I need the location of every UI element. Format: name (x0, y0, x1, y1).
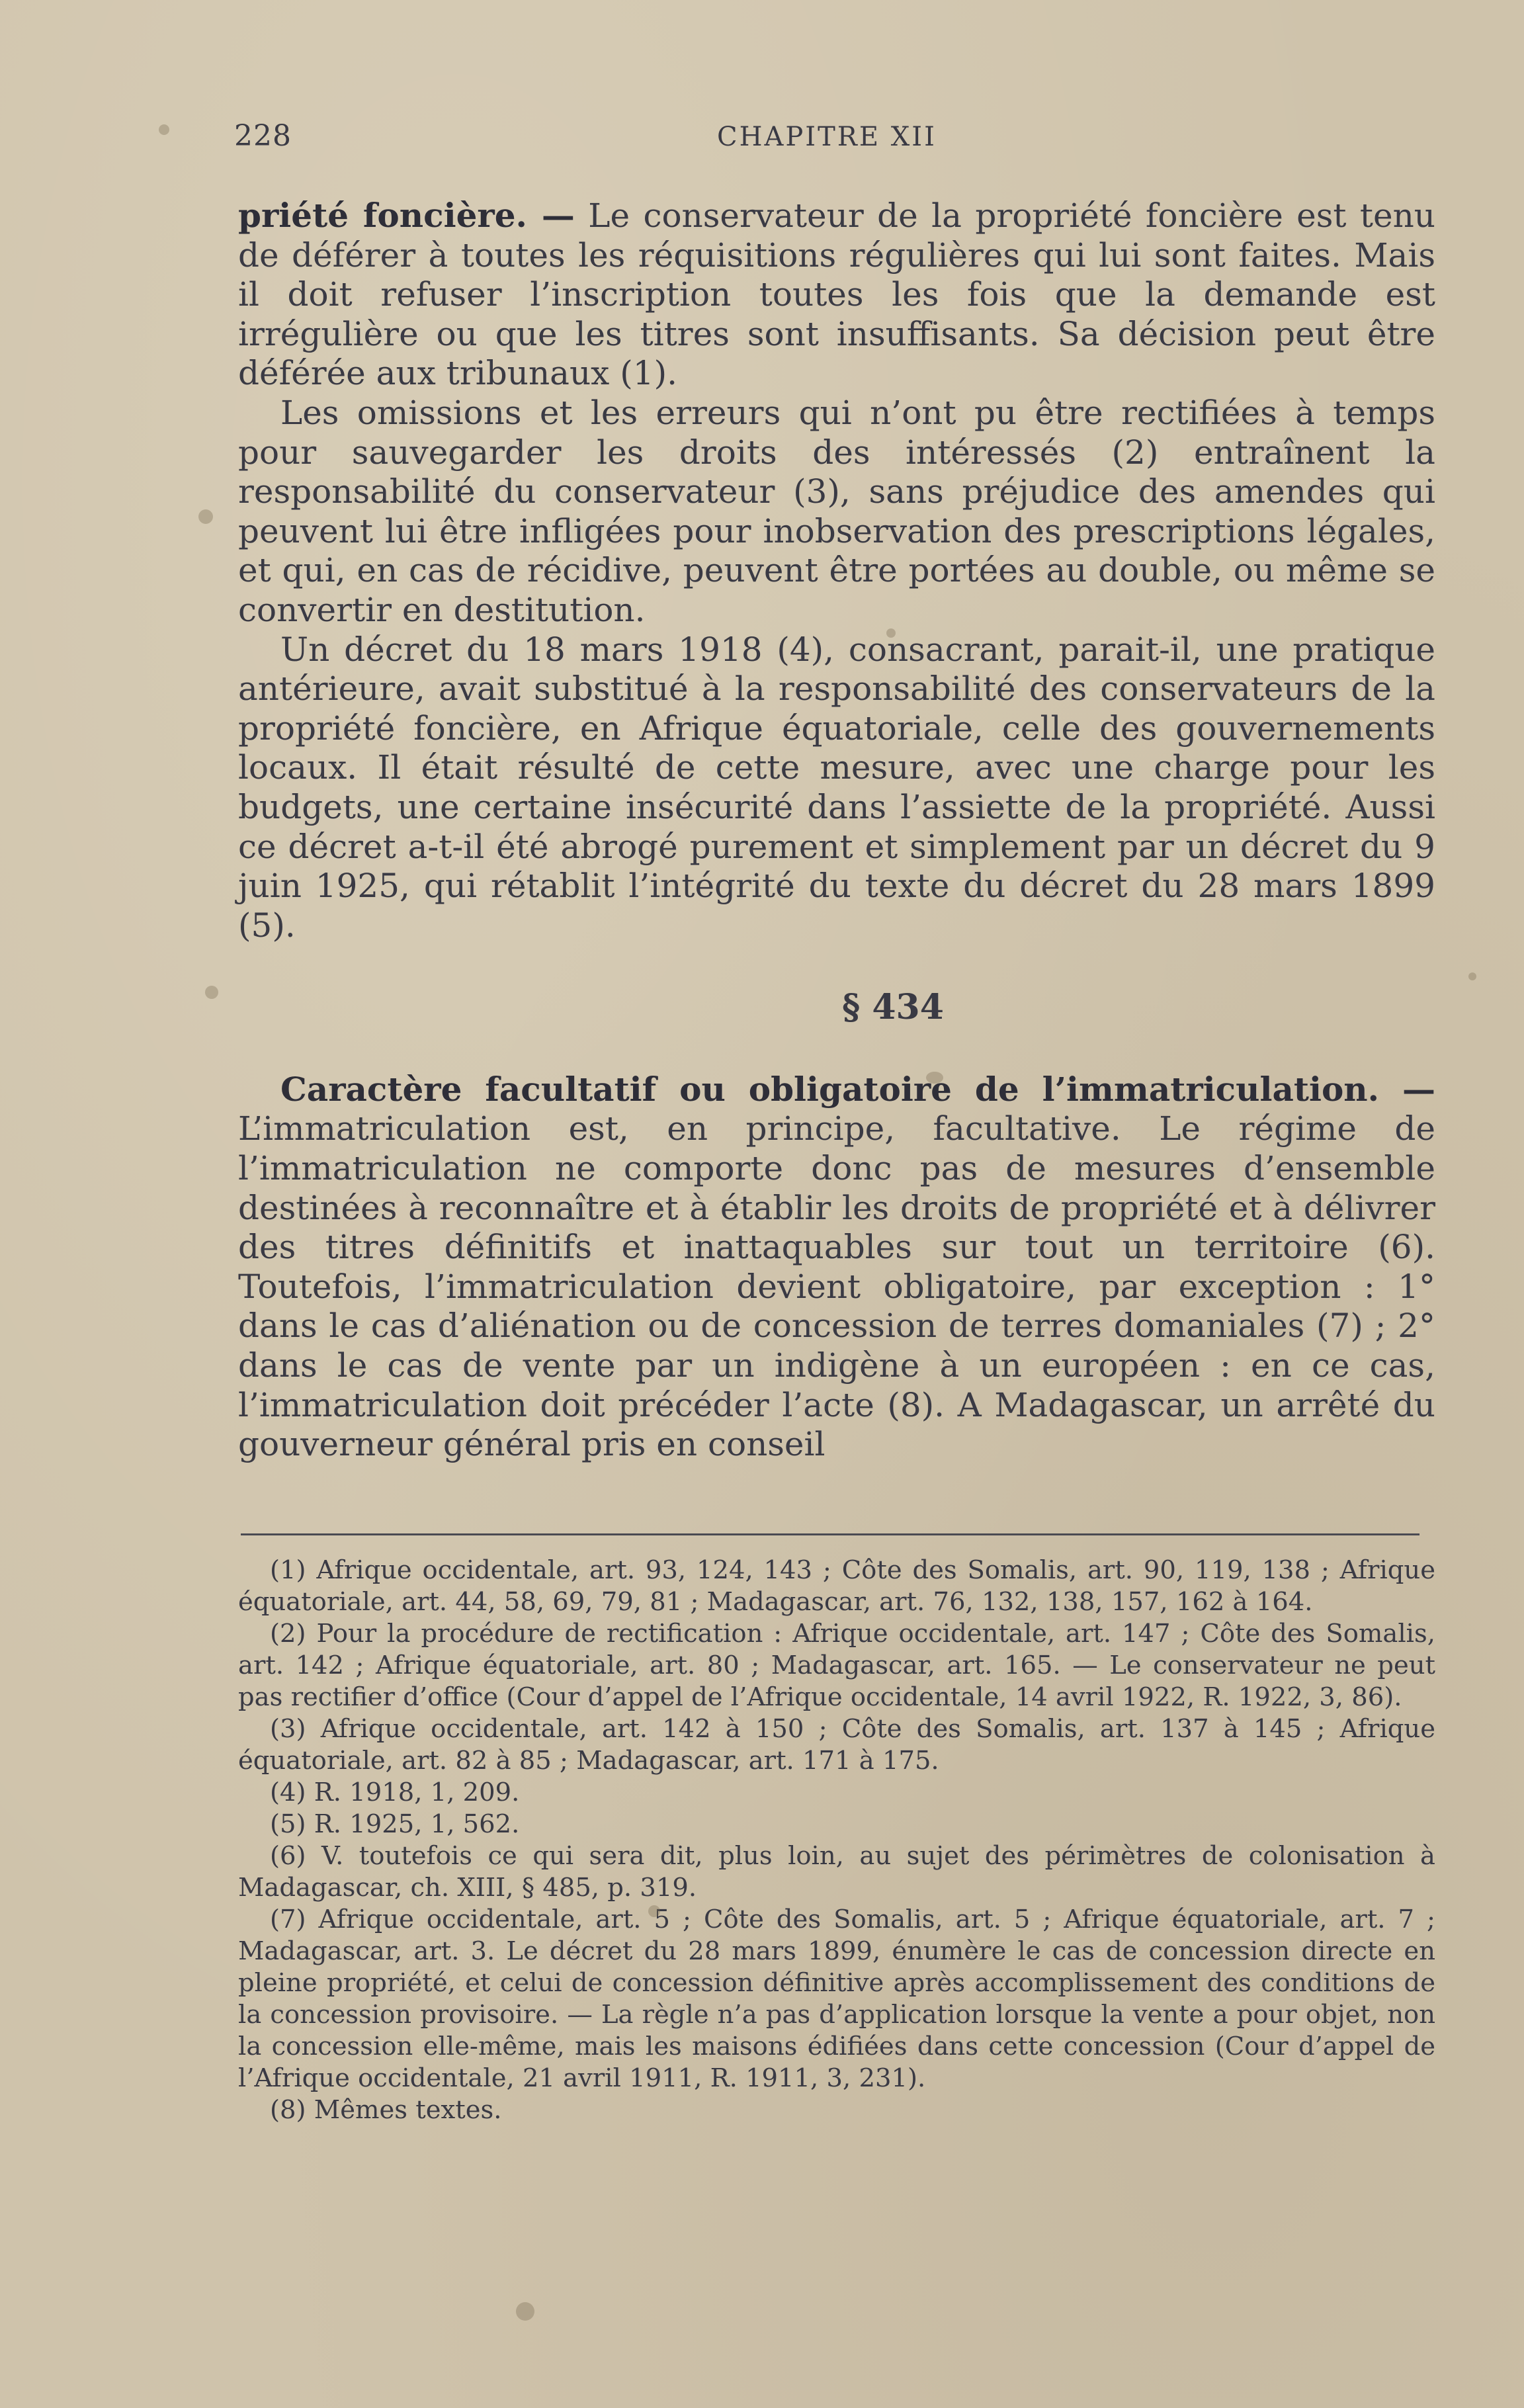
paper-speck (159, 124, 169, 135)
paper-speck (516, 2302, 534, 2321)
paper-speck (926, 1072, 943, 1084)
footnote-8: (8) Mêmes textes. (270, 2095, 502, 2125)
page-number: 228 (234, 119, 292, 153)
paragraph-4-text: L’immatriculation est, en principe, facultative. Le régime de l’immatriculation ne comporte donc pas de mesures d’ensemble destinées à reconnaître et à établir les droits de propriété et à délivrer des titres définitifs et inattaquables sur tout un territoire (6). Toutefois, l’immatriculation devient obligatoire, par exception : 1° dans le cas d’aliénation ou de concession de terres domaniales (7) ; 2° dans le cas de vente par un indigène à un européen : en ce cas, l’immatriculation doit précéder l’acte (8). A Madagascar, un arrêté du gouverneur général pris en conseil (238, 1109, 1435, 1464)
page-header (234, 119, 1458, 159)
footnote-1: (1) Afrique occidentale, art. 93, 124, 143 ; Côte des Somalis, art. 90, 119, 138 ; Afrique équatoriale, art. 44, 58, 69, 79, 81 ; Madagascar, art. 76, 132, 138, 157, 162 à 164. (238, 1555, 1435, 1617)
section-heading: § 434 (842, 987, 944, 1028)
paper-speck (886, 628, 896, 638)
paper-speck (205, 986, 218, 999)
footnote-4: (4) R. 1918, 1, 209. (270, 1778, 520, 1807)
paragraph-4-lead: Caractère facultatif ou obligatoire de l’immatriculation. — (280, 1069, 1435, 1109)
footnote-3: (3) Afrique occidentale, art. 142 à 150 ; Côte des Somalis, art. 137 à 145 ; Afrique équatoriale, art. 82 à 85 ; Madagascar, art. 171 à 175. (238, 1714, 1435, 1776)
footnote-2: (2) Pour la procédure de rectification : Afrique occidentale, art. 147 ; Côte des Somalis, art. 142 ; Afrique équatoriale, art. 80 ; Madagascar, art. 165. — Le conservateur ne peut pas rectifier d’office (Cour d’appel de l’Afrique occidentale, 14 avril 1922, R. 1922, 3, 86). (238, 1619, 1435, 1712)
paragraph-1-lead: priété foncière. — (238, 196, 575, 235)
paper-speck (1468, 972, 1476, 980)
paragraph-3: Un décret du 18 mars 1918 (4), consacrant, parait-il, une pratique antérieure, avait substitué à la responsabilité des conservateurs de la propriété foncière, en Afrique équatoriale, celle des gouvernements locaux. Il était résulté de cette mesure, avec une charge pour les budgets, une certaine insécurité dans l’assiette de la propriété. Aussi ce décret a-t-il été abrogé purement et simplement par un décret du 9 juin 1925, qui rétablit l’intégrité du texte du décret du 28 mars 1899 (5). (238, 630, 1435, 945)
footnote-divider (241, 1533, 1419, 1535)
running-head: CHAPITRE XII (717, 122, 937, 152)
paragraph-2: Les omissions et les erreurs qui n’ont pu être rectifiées à temps pour sauvegarder les droits des intéressés (2) entraînent la responsabilité du conservateur (3), sans préjudice des amendes qui peuvent lui être infligées pour inobservation des prescriptions légales, et qui, en cas de récidive, peuvent être portées au double, ou même se convertir en destitution. (238, 393, 1435, 629)
paragraph-4 (238, 1070, 1435, 1465)
paper-speck (648, 1905, 660, 1917)
footnote-5: (5) R. 1925, 1, 562. (270, 1809, 520, 1839)
footnotes (238, 1555, 1435, 2126)
main-text (238, 196, 1435, 1465)
footnote-7: (7) Afrique occidentale, art. 5 ; Côte des Somalis, art. 5 ; Afrique équatoriale, art. 7 ; Madagascar, art. 3. Le décret du 28 mars 1899, énumère le cas de concession directe en pleine propriété, et celui de concession définitive après accomplissement des conditions de la concession provisoire. — La règle n’a pas d’application lorsque la vente a pour objet, non la concession elle-même, mais les maisons édifiées dans cette concession (Cour d’appel de l’Afrique occidentale, 21 avril 1911, R. 1911, 3, 231). (238, 1905, 1435, 2093)
paper-speck (198, 509, 213, 524)
paragraph-1 (238, 196, 1435, 394)
paragraph-1-text: Le conservateur de la propriété foncière est tenu de déférer à toutes les réquisitions régulières qui lui sont faites. Mais il doit refuser l’inscription toutes les fois que la demande est irrégulière ou que les titres sont insuffisants. Sa décision peut être déférée aux tribunaux (1). (238, 196, 1435, 393)
footnote-6: (6) V. toutefois ce qui sera dit, plus loin, au sujet des périmètres de colonisation à Madagascar, ch. XIII, § 485, p. 319. (238, 1841, 1435, 1903)
